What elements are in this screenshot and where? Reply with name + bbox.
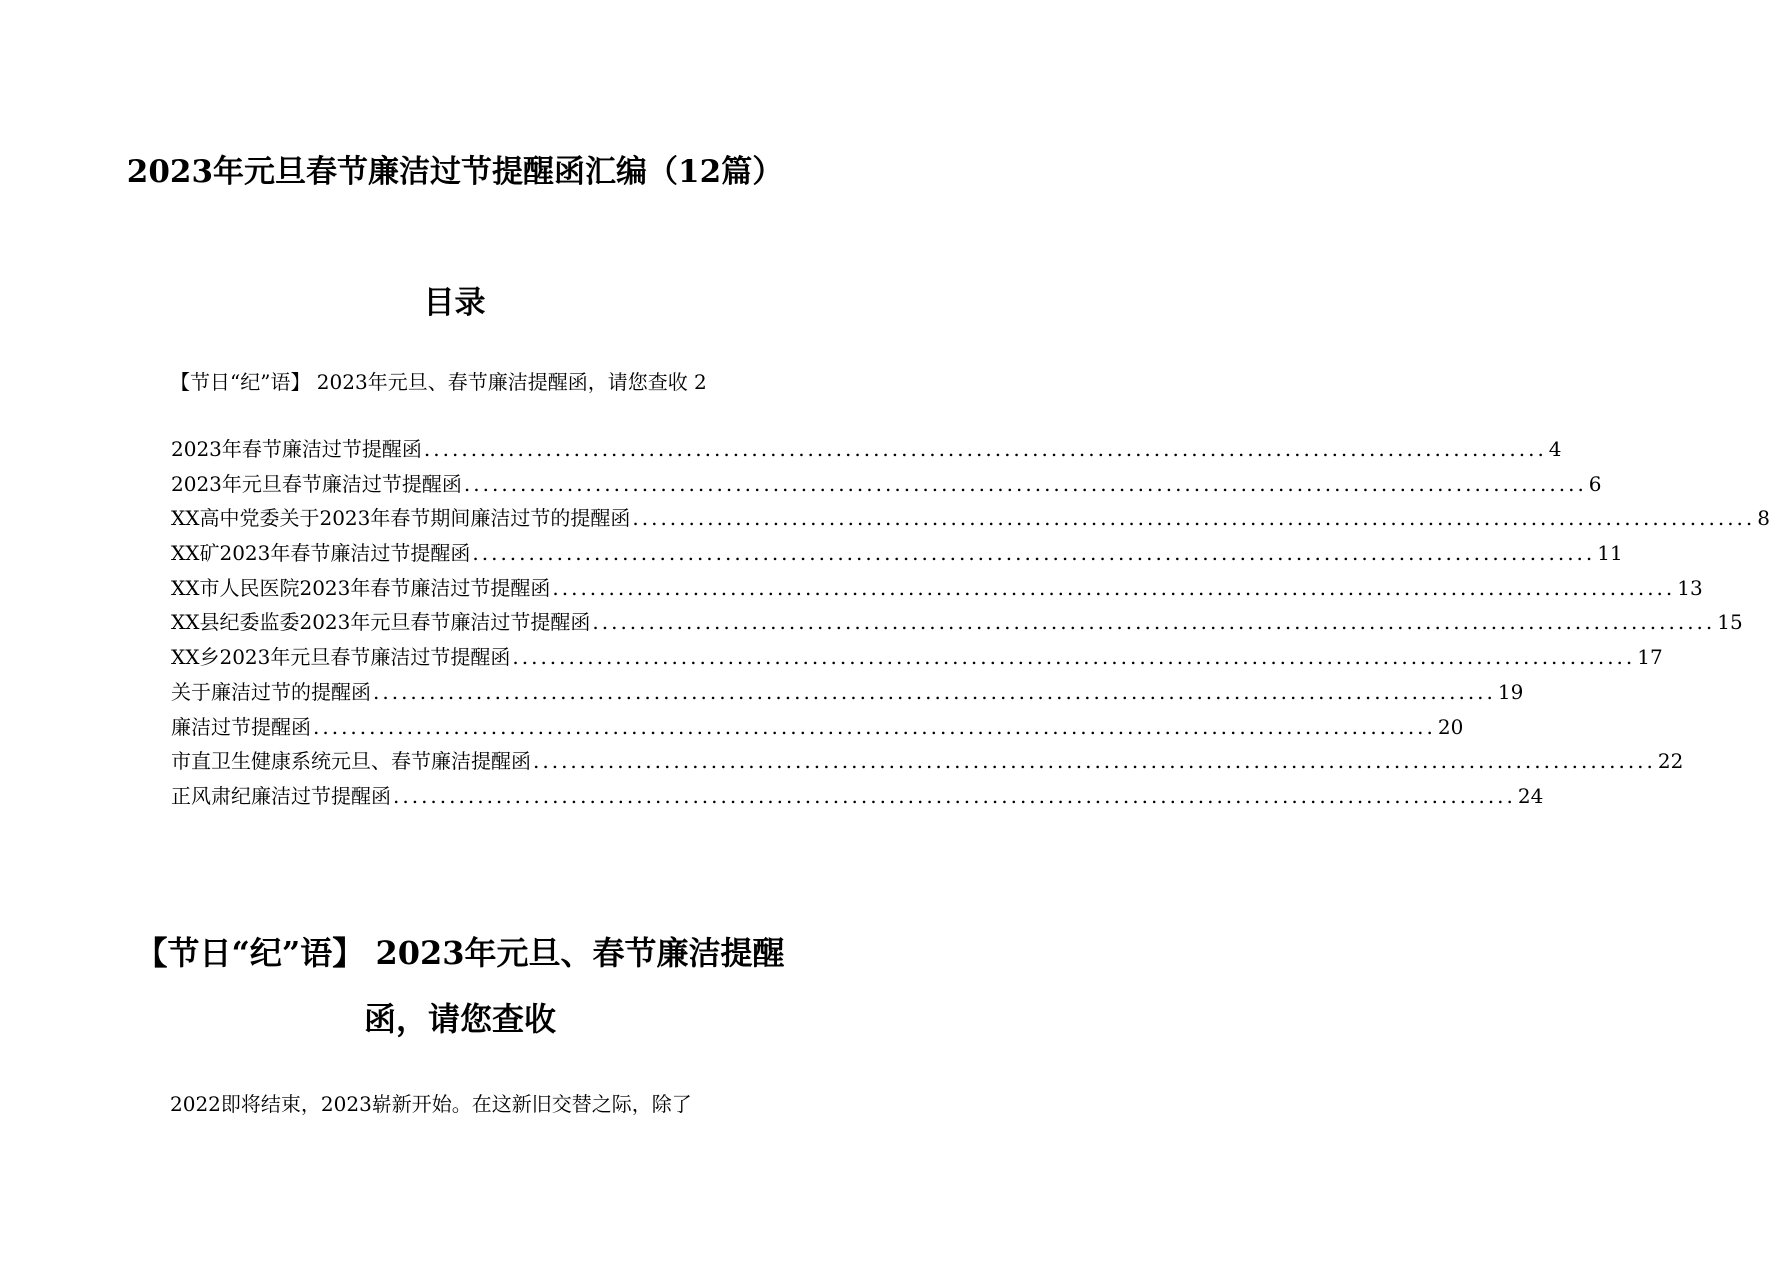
toc-entry[interactable] [171, 676, 1524, 711]
toc-entry-page: 19 [1497, 679, 1524, 704]
toc-entry-page: 11 [1597, 541, 1623, 566]
toc-entry-title: XX市人民医院2023年春节廉洁过节提醒函 [171, 575, 551, 600]
toc-entry-title: 市直卫生健康系统元旦、春节廉洁提醒函 [171, 749, 531, 774]
toc-entry[interactable] [171, 537, 1623, 572]
toc-entry[interactable] [171, 468, 1602, 503]
toc-entry-title: XX乡2023年元旦春节廉洁过节提醒函 [171, 645, 511, 670]
toc-entry-page: 6 [1588, 471, 1602, 496]
toc-entry[interactable] [171, 572, 1703, 607]
toc-entry-page: 20 [1437, 714, 1464, 739]
toc-entry[interactable] [171, 745, 1684, 780]
toc-leader-dots: ........................................................................................................................ [552, 575, 1676, 600]
toc-entry-page: 22 [1657, 749, 1684, 774]
toc-entry[interactable] [171, 780, 1544, 815]
table-of-contents [171, 433, 1770, 815]
toc-leader-dots: ........................................................................................................................ [592, 610, 1716, 635]
toc-leader-dots: ........................................................................................................................ [423, 437, 1547, 461]
toc-entry-page: 15 [1717, 610, 1743, 635]
toc-leader-dots: ........................................................................................................................ [533, 749, 1656, 774]
section-title: 【节日“纪”语】 2023年元旦、春节廉洁提醒函，请您查收 [135, 934, 785, 1038]
toc-entry[interactable] [171, 641, 1663, 676]
toc-entry-title: XX县纪委监委2023年元旦春节廉洁过节提醒函 [171, 610, 591, 635]
toc-entry-title: XX矿2023年春节廉洁过节提醒函 [171, 541, 471, 566]
toc-entry-title: 正风肃纪廉洁过节提醒函 [171, 783, 391, 808]
toc-entry-title: 2023年春节廉洁过节提醒函 [171, 437, 422, 461]
toc-heading: 目录 [423, 285, 486, 321]
toc-entry-page: 17 [1637, 645, 1663, 670]
toc-leader-dots: ........................................................................................................................ [472, 541, 1596, 566]
toc-entry[interactable] [171, 606, 1743, 641]
toc-entry-page: 4 [1548, 437, 1562, 461]
toc-leader-dots: ........................................................................................................................ [632, 506, 1756, 531]
toc-entry[interactable] [171, 502, 1770, 537]
toc-entry-page: 8 [1757, 506, 1770, 531]
toc-entry-page: 13 [1677, 575, 1703, 600]
toc-entry-title: 关于廉洁过节的提醒函 [171, 679, 371, 704]
toc-first-entry[interactable]: 【节日“纪”语】 2023年元旦、春节廉洁提醒函，请您查收 2 [170, 370, 707, 394]
toc-entry-title: XX高中党委关于2023年春节期间廉洁过节的提醒函 [171, 506, 631, 531]
toc-leader-dots: ........................................................................................................................ [463, 471, 1587, 496]
toc-leader-dots: ........................................................................................................................ [393, 783, 1516, 808]
toc-leader-dots: ........................................................................................................................ [512, 645, 1636, 670]
toc-leader-dots: ........................................................................................................................ [313, 714, 1436, 739]
toc-leader-dots: ........................................................................................................................ [373, 679, 1496, 704]
toc-entry-title: 廉洁过节提醒函 [171, 714, 311, 739]
document-title: 2023年元旦春节廉洁过节提醒函汇编（12篇） [126, 154, 784, 190]
toc-entry[interactable] [171, 433, 1562, 468]
toc-entry-title: 2023年元旦春节廉洁过节提醒函 [171, 471, 462, 496]
toc-entry-page: 24 [1517, 783, 1544, 808]
body-paragraph: 2022即将结束，2023崭新开始。在这新旧交替之际，除了 [170, 1092, 692, 1116]
toc-entry[interactable] [171, 711, 1464, 746]
